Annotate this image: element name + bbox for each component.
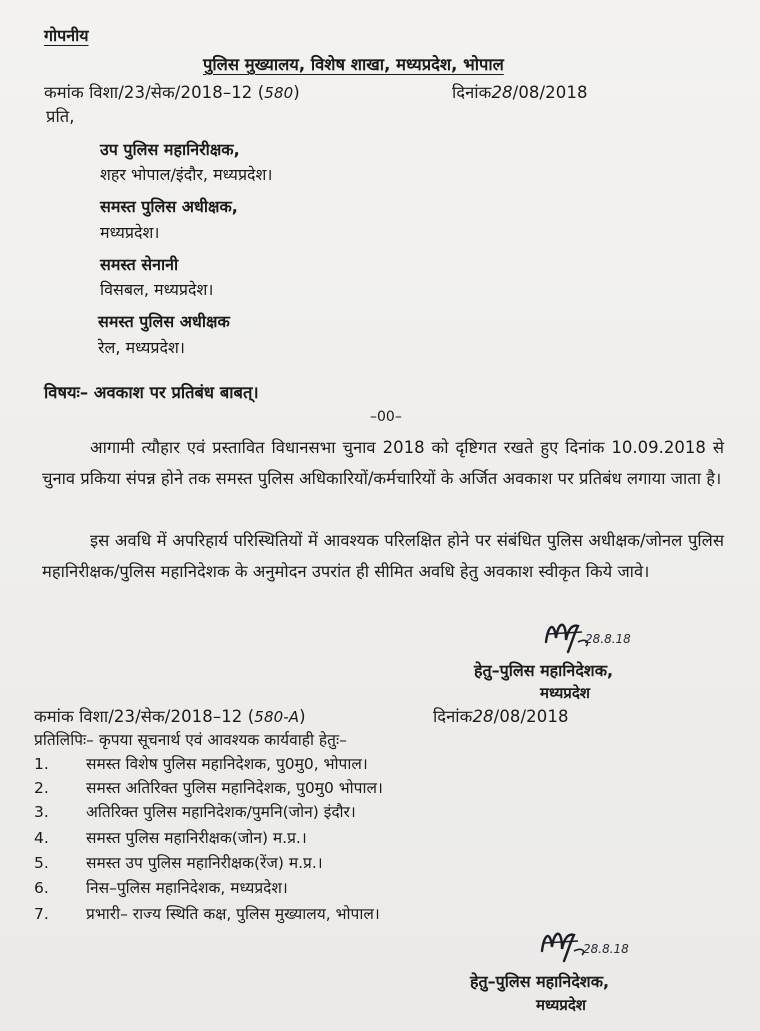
handwritten-ref: 580 (264, 84, 294, 102)
body-paragraph: आगामी त्यौहार एवं प्रस्तावित विधानसभा चुनाव 2018 को दृष्टिगत रखते हुए दिनांक 10.09.2018 से चुनाव प्रकिया संपन्न होने तक समस्त पुलिस अधिकारियों/कर्मचारियों के अर्जित अवकाश पर प्रतिबंध लगाया जाता है। (42, 438, 724, 488)
recipient-title: समस्त सेनानी (100, 255, 179, 274)
body-paragraph: इस अवधि में अपरिहार्य परिस्थितियों में आवश्यक परिलक्षित होने पर संबंधित पुलिस अधीक्षक/जोनल पुलिस महानिरीक्षक/पुलिस महानिदेशक के अनुमोदन उपरांत ही सीमित अवधि हेतु अवकाश स्वीकृत किये जावे। (42, 531, 724, 581)
separator-mark: –00– (370, 409, 402, 425)
handwritten-date: 28 (491, 83, 513, 102)
reference-number: कमांक विशा/23/सेक/2018–12 (580) (44, 83, 300, 102)
recipient-place: शहर भोपाल/इंदौर, मध्यप्रदेश। (100, 165, 273, 184)
prati-label: प्रति, (46, 107, 75, 126)
recipient-title: समस्त पुलिस अधीक्षक (98, 312, 230, 331)
signature-date: 28.8.18 (585, 632, 631, 646)
signatory-state: मध्यप्रदेश (540, 684, 591, 702)
recipient-title: समस्त पुलिस अधीक्षक, (100, 197, 238, 216)
handwritten-date: 28 (472, 707, 494, 726)
recipient-place: रेल, मध्यप्रदेश। (98, 338, 185, 357)
copy-date: दिनांक28/08/2018 (433, 707, 569, 726)
subject-text: अवकाश पर प्रतिबंध बाबत्। (93, 383, 259, 402)
signatory-state: मध्यप्रदेश (536, 996, 587, 1014)
list-item: 5. समस्त उप पुलिस महानिरीक्षक(रेंज) म.प्र.। (34, 854, 323, 872)
copy-reference-number: कमांक विशा/23/सेक/2018–12 (580-A) (34, 707, 306, 726)
subject-label: विषयः– (44, 383, 89, 402)
recipient-place: मध्यप्रदेश। (100, 223, 160, 242)
recipient-place: विसबल, मध्यप्रदेश। (100, 280, 214, 299)
list-item: 3. अतिरिक्त पुलिस महानिदेशक/पुमनि(जोन) इंदौर। (34, 803, 356, 821)
list-item: 6. निस–पुलिस महानिदेशक, मध्यप्रदेश। (34, 879, 288, 897)
subject-line (44, 380, 259, 403)
office-heading: पुलिस मुख्यालय, विशेष शाखा, मध्यप्रदेश, भोपाल (203, 55, 504, 74)
copy-intro: प्रतिलिपिः– कृपया सूचनार्थ एवं आवश्यक कार्यवाही हेतुः– (34, 731, 347, 749)
classification-label: गोपनीय (44, 26, 89, 45)
signatory-designation: हेतु–पुलिस महानिदेशक, (470, 972, 610, 991)
handwritten-ref: 580-A (254, 708, 300, 726)
signatory-designation: हेतु–पुलिस महानिदेशक, (474, 661, 614, 680)
signature-date: 28.8.18 (583, 942, 629, 956)
recipient-title: उप पुलिस महानिरीक्षक, (100, 140, 240, 159)
list-item: 1. समस्त विशेष पुलिस महानिदेशक, पु0मु0, भोपाल। (34, 755, 368, 773)
letter-date: दिनांक28/08/2018 (452, 83, 588, 102)
list-item: 2. समस्त अतिरिक्त पुलिस महानिदेशक, पु0मु0 भोपाल। (34, 779, 383, 797)
list-item: 4. समस्त पुलिस महानिरीक्षक(जोन) म.प्र.। (34, 829, 307, 847)
list-item: 7. प्रभारी– राज्य स्थिति कक्ष, पुलिस मुख्यालय, भोपाल। (34, 905, 380, 923)
